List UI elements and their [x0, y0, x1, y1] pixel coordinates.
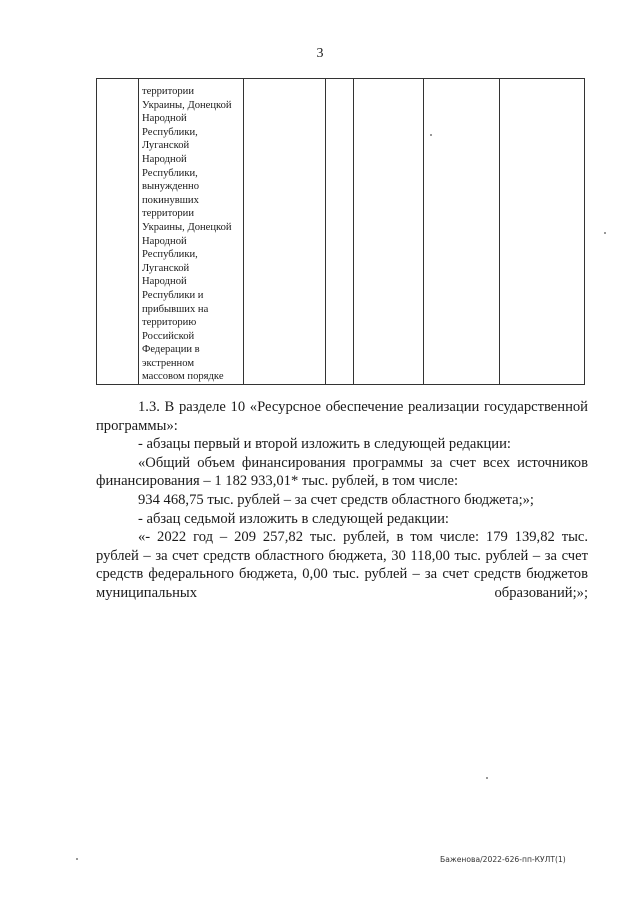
scan-speck: [604, 232, 606, 234]
paragraph-regional-budget: 934 468,75 тыс. рублей – за счет средств областного бюджета;»;: [138, 491, 534, 508]
table-cell-empty: [424, 79, 500, 385]
scan-speck: [76, 858, 78, 860]
document-body: [96, 398, 588, 603]
paragraph-instruction-2: - абзац седьмой изложить в следующей редакции:: [138, 510, 449, 527]
table-cell-empty: [326, 79, 354, 385]
page-number: 3: [316, 46, 324, 61]
footer-document-code: Баженова/2022-626-пп-КУЛТ(1): [440, 855, 566, 864]
table-cell-empty: [500, 79, 585, 385]
continuation-table: [96, 78, 585, 385]
table-cell-empty: [354, 79, 424, 385]
scan-speck: [486, 777, 488, 779]
table-cell-description: [139, 79, 244, 385]
scan-speck: [430, 134, 432, 136]
table-cell-text: территории Украины, Донецкой Народной Республики, Луганской Народной Республики, вынужденно покинувших территории Украины, Донецкой Народной Республики, Луганской Народной Республики и прибывших на территорию Российской Федерации в экстренном массовом порядке: [142, 86, 232, 383]
paragraph-section-heading: 1.3. В разделе 10 «Ресурсное обеспечение реализации государственной программы»:: [96, 399, 588, 434]
table-cell-empty: [97, 79, 139, 385]
table-cell-empty: [244, 79, 326, 385]
paragraph-2022-funding: «- 2022 год – 209 257,82 тыс. рублей, в том числе: 179 139,82 тыс. рублей – за счет средств областного бюджета, 30 118,00 тыс. рублей – за счет средств федерального бюджета, 0,00 тыс. рублей – за счет средств бюджетов муниципальных образований;»;: [96, 529, 588, 601]
paragraph-instruction-1: - абзацы первый и второй изложить в следующей редакции:: [138, 436, 511, 453]
paragraph-total-funding: «Общий объем финансирования программы за счет всех источников финансирования – 1 182 933,01* тыс. рублей, в том числе:: [96, 454, 588, 490]
